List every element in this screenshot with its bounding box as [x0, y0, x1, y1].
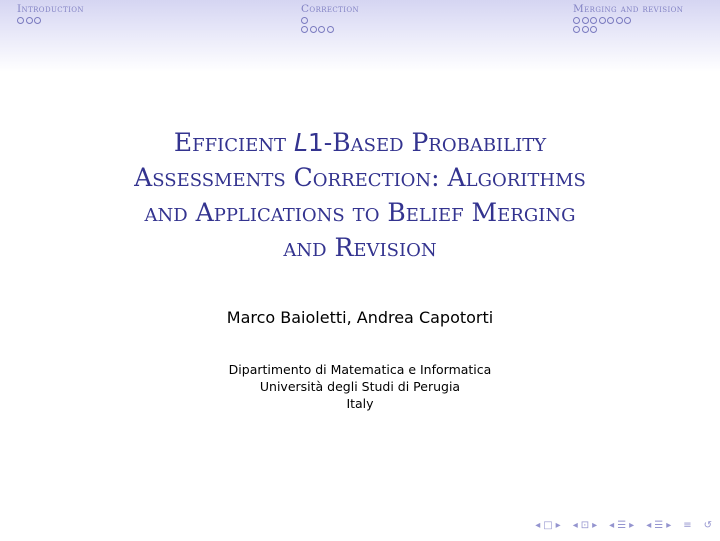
affiliation-department: Dipartimento di Matematica e Informatica: [228, 362, 492, 377]
frame-dot[interactable]: [573, 26, 580, 33]
frame-dot[interactable]: [599, 17, 606, 24]
frame-prev-icon[interactable]: ◂: [535, 520, 541, 531]
section-title-merging[interactable]: Merging and revision: [573, 3, 684, 15]
section-dots-row: [17, 17, 84, 24]
frame-icon[interactable]: □: [543, 520, 553, 531]
section-correction[interactable]: [301, 3, 359, 33]
frame-dot[interactable]: [26, 17, 33, 24]
frame-dot[interactable]: [34, 17, 41, 24]
subsection-next-icon[interactable]: ▸: [592, 520, 598, 531]
title-math-l: L: [293, 128, 308, 157]
part-icon[interactable]: ☰: [654, 520, 664, 531]
frame-dot[interactable]: [607, 17, 614, 24]
section-next-icon[interactable]: ▸: [629, 520, 635, 531]
frame-dot[interactable]: [616, 17, 623, 24]
align-icon[interactable]: ≡: [683, 520, 692, 531]
title-text: -Based Probability: [323, 128, 547, 157]
authors: Marco Baioletti, Andrea Capotorti: [226, 308, 494, 327]
section-icon[interactable]: ☰: [617, 520, 627, 531]
frame-dot[interactable]: [582, 26, 589, 33]
title-line-2: Assessments Correction: Algorithms: [134, 163, 586, 192]
frame-dot[interactable]: [590, 17, 597, 24]
title-text: Efficient: [173, 128, 294, 157]
frame-dot[interactable]: [318, 26, 325, 33]
beamer-navigation-bar: [535, 520, 712, 531]
title-math-1: 1: [307, 128, 324, 157]
section-dots-row: [301, 26, 359, 33]
frame-next-icon[interactable]: ▸: [555, 520, 561, 531]
section-title-introduction[interactable]: Introduction: [17, 3, 84, 15]
frame-dot[interactable]: [582, 17, 589, 24]
frame-dot[interactable]: [301, 26, 308, 33]
frame-dot[interactable]: [310, 26, 317, 33]
section-introduction[interactable]: [17, 3, 84, 24]
search-icon[interactable]: ↺: [703, 520, 712, 531]
section-merging-and-revision[interactable]: [573, 3, 683, 33]
section-title-correction[interactable]: Correction: [301, 3, 360, 15]
affiliation-country: Italy: [346, 396, 374, 411]
slide-title: [60, 125, 660, 265]
subsection-prev-icon[interactable]: ◂: [572, 520, 578, 531]
part-next-icon[interactable]: ▸: [666, 520, 672, 531]
frame-dot[interactable]: [590, 26, 597, 33]
part-prev-icon[interactable]: ◂: [646, 520, 652, 531]
section-dots-row: [301, 17, 359, 24]
headline-bar: [0, 0, 720, 72]
section-dots-row: [573, 26, 683, 33]
frame-dot[interactable]: [573, 17, 580, 24]
section-prev-icon[interactable]: ◂: [609, 520, 615, 531]
affiliation: [0, 361, 720, 412]
frame-dot[interactable]: [624, 17, 631, 24]
subsection-icon[interactable]: ⊡: [580, 520, 590, 531]
frame-dot[interactable]: [327, 26, 334, 33]
section-dots-row: [573, 17, 683, 24]
frame-dot[interactable]: [17, 17, 24, 24]
title-line-1: [60, 125, 660, 160]
frame-dot[interactable]: [301, 17, 308, 24]
affiliation-university: Università degli Studi di Perugia: [259, 379, 461, 394]
title-line-3: and Applications to Belief Merging: [144, 198, 576, 227]
title-line-4: and Revision: [283, 233, 437, 262]
